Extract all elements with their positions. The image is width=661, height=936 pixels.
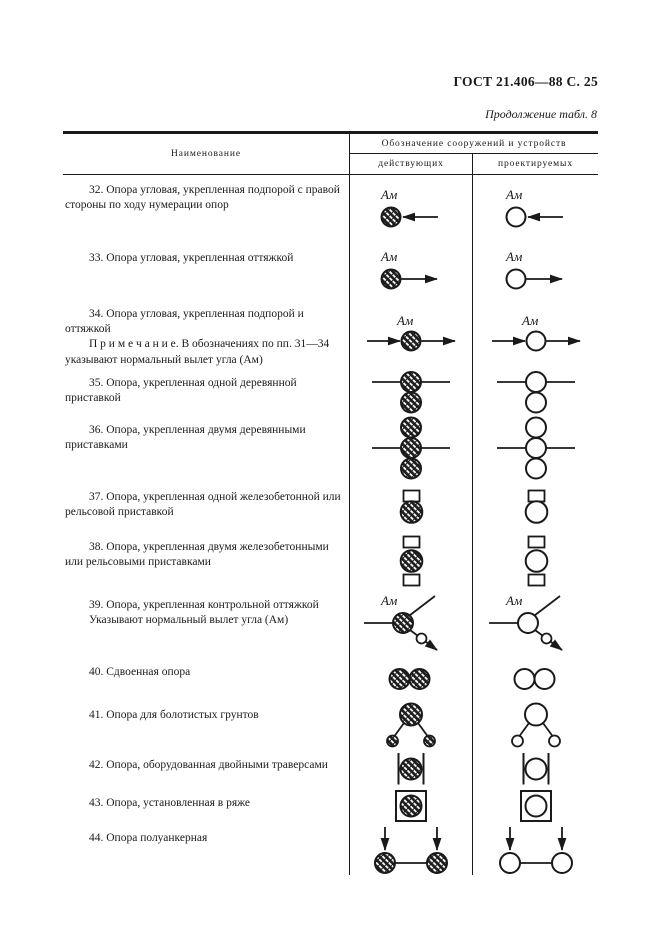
corner-pole-strut-right-existing-icon [368, 186, 454, 232]
symbol-planned-cell [473, 532, 598, 590]
pole-in-crib-existing-icon [389, 789, 433, 823]
col-header-name: Наименование [63, 134, 350, 174]
table-header [63, 134, 598, 175]
col-header-designation-group [350, 134, 598, 174]
pole-one-concrete-attachment-planned-icon [514, 487, 558, 527]
angle-label: Ам [397, 312, 414, 328]
twin-pole-planned-icon [506, 663, 566, 695]
symbol-planned-cell [473, 175, 598, 243]
table-row [63, 299, 598, 368]
row-name-text: 43. Опора, установленная в ряже [89, 797, 251, 809]
row-note-text: П р и м е ч а н и е. В обозначениях по пп. 31—34 указывают нормальный вылет угла (Ам) [65, 338, 330, 366]
row-name-text: 34. Опора угловая, укрепленная подпорой и оттяжкой [65, 308, 304, 336]
symbol-existing-cell [350, 657, 473, 700]
symbol-existing-cell [350, 700, 473, 750]
symbol-planned-cell [473, 788, 598, 823]
angle-label: Ам [381, 592, 398, 608]
corner-pole-guy-planned-icon [493, 248, 579, 294]
symbol-planned-cell [473, 750, 598, 788]
angle-label: Ам [505, 187, 522, 202]
table-row [63, 368, 598, 415]
angle-label: Ам [505, 592, 522, 608]
row-name-text: 32. Опора угловая, укрепленная подпорой с правой стороны по ходу нумерации опор [65, 184, 340, 212]
table-row [63, 590, 598, 657]
symbol-existing-cell [350, 243, 473, 299]
continuation-note: Продолжение табл. 8 [485, 107, 597, 121]
table-row [63, 482, 598, 532]
symbol-existing-cell [350, 368, 473, 415]
swamp-ground-pole-existing-icon [379, 701, 443, 750]
symbol-planned-cell [473, 590, 598, 657]
symbol-planned-cell [473, 700, 598, 750]
row-name-text: 33. Опора угловая, укрепленная оттяжкой [89, 252, 294, 264]
symbol-planned-cell [473, 823, 598, 875]
table-row [63, 415, 598, 482]
pole-two-wood-attachments-planned-icon [491, 415, 581, 482]
angle-label: Ам [381, 249, 398, 264]
row-name-text: 42. Опора, оборудованная двойными траверсами [89, 759, 328, 771]
symbol-existing-cell [350, 590, 473, 657]
table-row [63, 700, 598, 750]
row-name-text: 41. Опора для болотистых грунтов [89, 709, 259, 721]
table-row [63, 788, 598, 823]
semi-anchor-pole-planned-icon [489, 823, 583, 875]
pole-two-concrete-attachments-existing-icon [389, 534, 433, 588]
table-row [63, 532, 598, 590]
pole-control-guy-existing-icon [362, 592, 460, 656]
swamp-ground-pole-planned-icon [504, 701, 568, 750]
symbol-existing-cell [350, 532, 473, 590]
angle-label: Ам [381, 187, 398, 202]
table-row [63, 175, 598, 243]
pole-control-guy-planned-icon [487, 592, 585, 656]
pole-in-crib-planned-icon [514, 789, 558, 823]
col-header-designation: Обозначение сооружений и устройств [350, 134, 598, 154]
col-header-existing: действующих [350, 154, 473, 174]
symbol-planned-cell [473, 415, 598, 482]
row-name-text: 44. Опора полуанкерная [89, 832, 208, 844]
pole-two-concrete-attachments-planned-icon [514, 534, 558, 588]
angle-label: Ам [521, 312, 538, 328]
pole-one-wood-attachment-existing-icon [366, 369, 456, 414]
row-name-text: 36. Опора, укрепленная двумя деревянными приставками [65, 424, 306, 452]
table-row [63, 823, 598, 875]
symbol-existing-cell [350, 823, 473, 875]
angle-label: Ам [505, 249, 522, 264]
symbol-planned-cell [473, 482, 598, 532]
row-name-text: 38. Опора, укрепленная двумя железобетонными или рельсовыми приставками [65, 541, 329, 569]
semi-anchor-pole-existing-icon [364, 823, 458, 875]
pole-one-concrete-attachment-existing-icon [389, 487, 433, 527]
page-header-gost: ГОСТ 21.406—88 С. 25 [453, 74, 598, 89]
symbol-planned-cell [473, 368, 598, 415]
corner-pole-strut-right-planned-icon [493, 186, 579, 232]
table-row [63, 657, 598, 700]
pole-one-wood-attachment-planned-icon [491, 369, 581, 414]
row-name-text: 40. Сдвоенная опора [89, 666, 191, 678]
symbol-existing-cell [350, 175, 473, 243]
symbol-existing-cell [350, 415, 473, 482]
symbol-existing-cell [350, 750, 473, 788]
row-name-text: 35. Опора, укрепленная одной деревянной приставкой [65, 377, 297, 405]
row-name-text: 37. Опора, укрепленная одной железобетонной или рельсовой приставкой [65, 491, 341, 519]
row-note-text: Указывают нормальный вылет угла (Ам) [89, 614, 289, 627]
pole-double-crossarms-planned-icon [514, 750, 558, 788]
symbol-existing-cell [350, 788, 473, 823]
col-header-planned: проектируемых [498, 159, 573, 169]
symbol-existing-cell [350, 482, 473, 532]
table-row [63, 243, 598, 299]
symbols-table [63, 131, 598, 875]
corner-pole-strut-and-guy-planned-icon [484, 313, 588, 355]
table-row [63, 750, 598, 788]
corner-pole-strut-and-guy-existing-icon [359, 313, 463, 355]
symbol-planned-cell [473, 299, 598, 368]
corner-pole-guy-existing-icon [368, 248, 454, 294]
symbol-planned-cell [473, 657, 598, 700]
row-name-text: 39. Опора, укрепленная контрольной оттяжкой [89, 599, 319, 611]
symbol-existing-cell [350, 299, 473, 368]
twin-pole-existing-icon [381, 663, 441, 695]
pole-two-wood-attachments-existing-icon [366, 415, 456, 482]
pole-double-crossarms-existing-icon [389, 750, 433, 788]
symbol-planned-cell [473, 243, 598, 299]
